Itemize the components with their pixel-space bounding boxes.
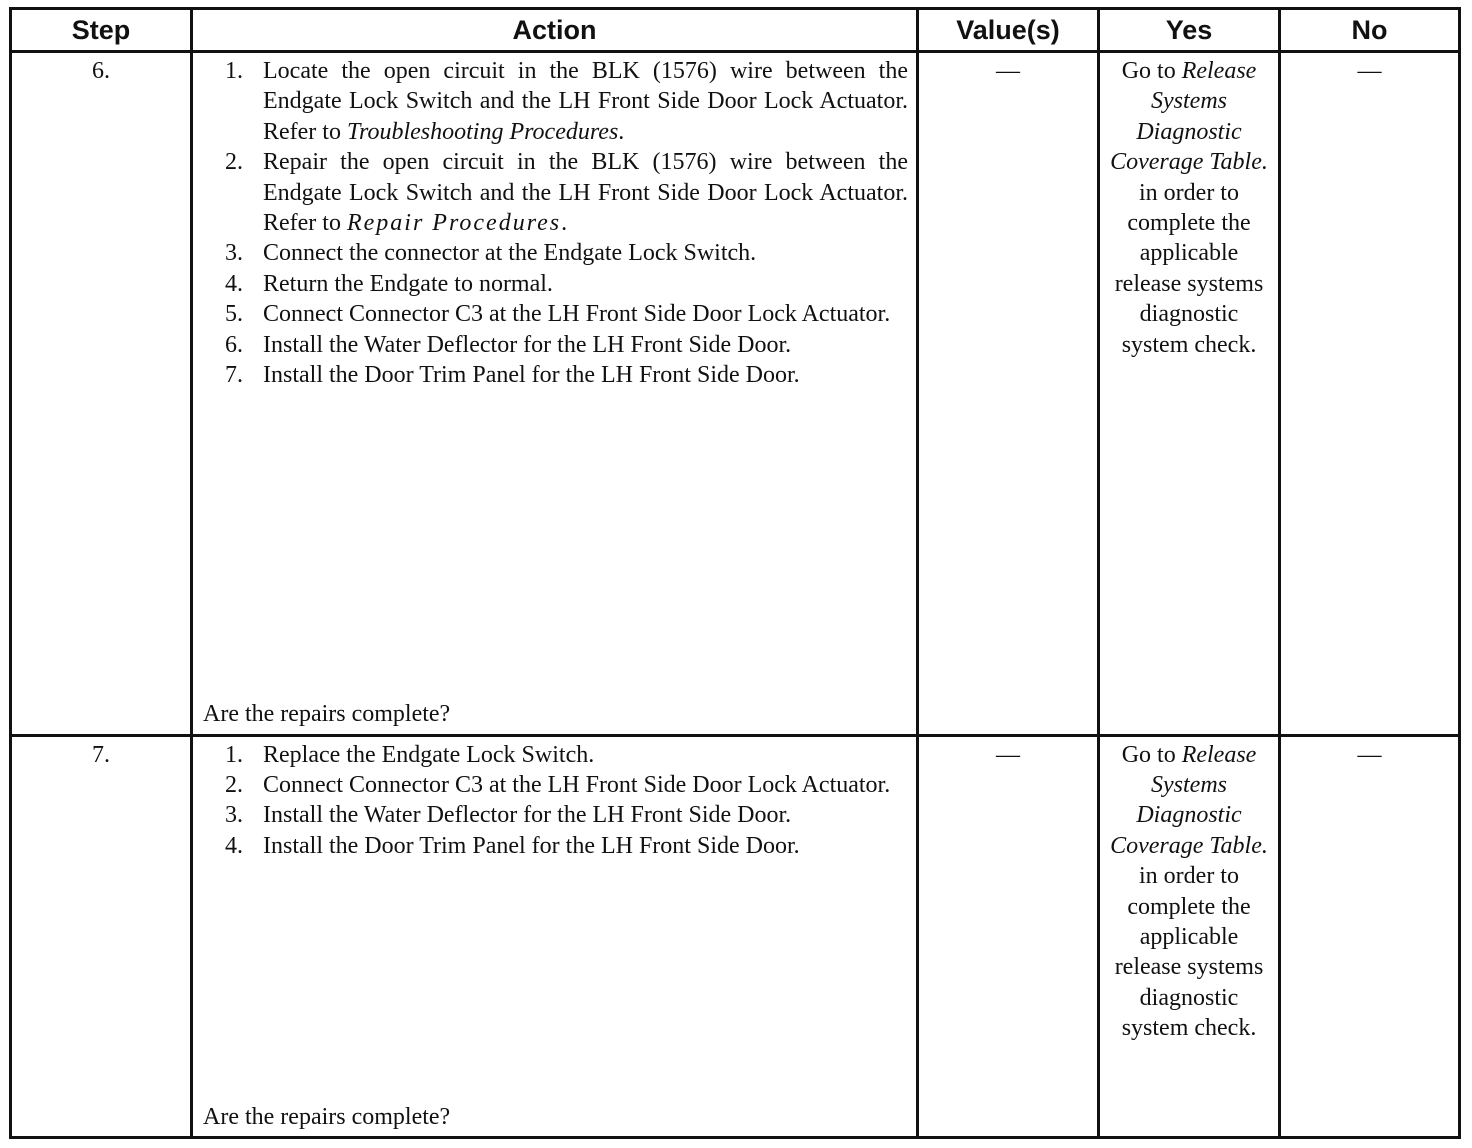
action-step (225, 360, 908, 390)
action-step-text: Install the Door Trim Panel for the LH Front Side Door. (263, 362, 800, 389)
header-no: No (1280, 9, 1460, 52)
action-step-text: Return the Endgate to normal. (263, 270, 553, 297)
step-number: 6. (11, 52, 192, 736)
action-step-number: 3. (225, 802, 243, 829)
value-cell: — (918, 52, 1099, 736)
action-step-text: Replace the Endgate Lock Switch. (263, 741, 595, 768)
action-step-number: 2. (225, 149, 243, 176)
action-steps-list (199, 740, 908, 862)
action-step-number: 4. (225, 270, 243, 297)
header-row (11, 9, 1460, 52)
action-step-number: 5. (225, 301, 243, 328)
action-step (225, 831, 908, 861)
action-step-number: 1. (225, 741, 243, 768)
action-step-text: Locate the open circuit in the BLK (1576) wire between the Endgate Lock Switch and the LH Front Side Door Lock Actuator. Refer to (263, 58, 908, 145)
action-step-text: Connect the connector at the Endgate Lock Switch. (263, 240, 757, 267)
coverage-table-reference: Release Systems Diagnostic Coverage Table. (1110, 741, 1268, 859)
action-step (225, 56, 908, 147)
procedure-reference: Troubleshooting Procedures (346, 118, 619, 145)
step-number: 7. (11, 735, 192, 1137)
action-step (225, 299, 908, 329)
header-action: Action (192, 9, 918, 52)
action-step (225, 330, 908, 360)
action-step-number: 3. (225, 240, 243, 267)
header-values: Value(s) (918, 9, 1099, 52)
action-step-text: Install the Door Trim Panel for the LH Front Side Door. (263, 832, 800, 859)
no-cell: — (1280, 52, 1460, 736)
action-step-text: Repair the open circuit in the BLK (1576) wire between the Endgate Lock Switch and the LH Front Side Door Lock Actuator. Refer to (263, 149, 908, 237)
action-step (225, 147, 908, 238)
no-cell: — (1280, 735, 1460, 1137)
action-step (225, 740, 908, 770)
action-step-text: Connect Connector C3 at the LH Front Side Door Lock Actuator. (263, 771, 891, 798)
yes-suffix: in order to complete the applicable release systems diagnostic system check. (1114, 179, 1264, 358)
yes-prefix: Go to (1121, 741, 1182, 768)
header-step: Step (11, 9, 192, 52)
yes-suffix: in order to complete the applicable release systems diagnostic system check. (1114, 863, 1264, 1042)
action-step-punct: . (561, 210, 568, 237)
action-step-number: 4. (225, 832, 243, 859)
table-row (11, 52, 1460, 736)
action-step-number: 1. (225, 58, 243, 84)
table-row (11, 735, 1460, 1137)
repair-question: Are the repairs complete? (203, 701, 451, 728)
value-cell: — (918, 735, 1099, 1137)
repair-question: Are the repairs complete? (203, 1103, 451, 1130)
action-step-number: 7. (225, 362, 243, 389)
header-yes: Yes (1099, 9, 1280, 52)
diagnostic-table (9, 7, 1461, 1139)
action-step-text: Install the Water Deflector for the LH Front Side Door. (263, 802, 792, 829)
action-step-number: 6. (225, 331, 243, 358)
action-step (225, 770, 908, 800)
yes-cell (1099, 735, 1280, 1137)
action-step-punct: . (618, 118, 625, 145)
action-step (225, 800, 908, 830)
action-step (225, 238, 908, 268)
yes-prefix: Go to (1121, 58, 1182, 84)
action-cell (192, 735, 918, 1137)
action-step (225, 269, 908, 299)
action-cell (192, 52, 918, 736)
action-step-text: Connect Connector C3 at the LH Front Side Door Lock Actuator. (263, 301, 891, 328)
action-step-number: 2. (225, 771, 243, 798)
action-step-text: Install the Water Deflector for the LH Front Side Door. (263, 331, 792, 358)
procedure-reference: Repair Procedures (346, 210, 562, 237)
coverage-table-reference: Release Systems Diagnostic Coverage Table. (1110, 58, 1268, 176)
yes-cell (1099, 52, 1280, 736)
action-steps-list (199, 56, 908, 390)
